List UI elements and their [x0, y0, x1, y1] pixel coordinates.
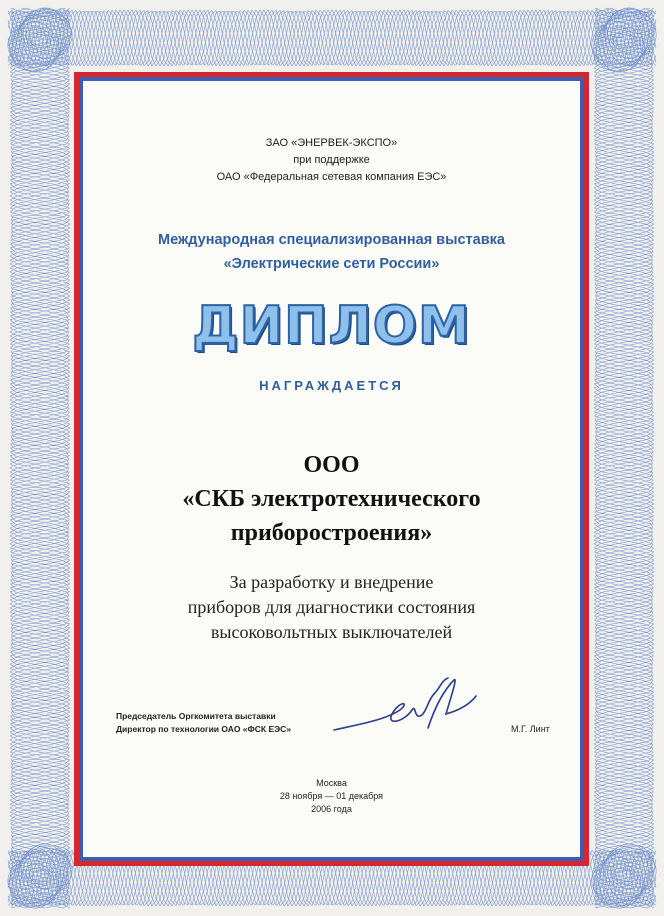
- signatory-role-1: Председатель Оргкомитета выставки: [116, 711, 276, 721]
- organizer-name: ЗАО «ЭНЕРВЕК-ЭКСПО»: [265, 137, 398, 149]
- footer-dates: 28 ноября — 01 декабря: [279, 791, 384, 801]
- reason-line-2: приборов для диагностики состояния: [187, 597, 476, 617]
- handwritten-signature: [330, 670, 480, 750]
- signatory-role-2: Директор по технологии ОАО «ФСК ЕЭС»: [116, 724, 292, 734]
- partner-name: ОАО «Федеральная сетевая компания ЕЭС»: [216, 171, 447, 183]
- diploma-title: ДИПЛОМ: [192, 296, 471, 356]
- support-text: при поддержке: [293, 154, 370, 166]
- awarded-label: НАГРАЖДАЕТСЯ: [259, 378, 404, 393]
- recipient-line-2: «СКБ электротехнического: [182, 486, 481, 512]
- recipient-line-1: ООО: [303, 452, 360, 478]
- reason-line-1: За разработку и внедрение: [229, 572, 434, 592]
- footer-year: 2006 года: [311, 804, 352, 814]
- footer-city: Москва: [316, 778, 347, 788]
- exhibition-line-2: «Электрические сети России»: [223, 256, 440, 272]
- recipient-line-3: приборостроения»: [230, 520, 433, 546]
- reason-line-3: высоковольтных выключателей: [210, 622, 453, 642]
- signatory-name: М.Г. Линт: [511, 724, 550, 734]
- exhibition-line-1: Международная специализированная выставка: [158, 232, 505, 248]
